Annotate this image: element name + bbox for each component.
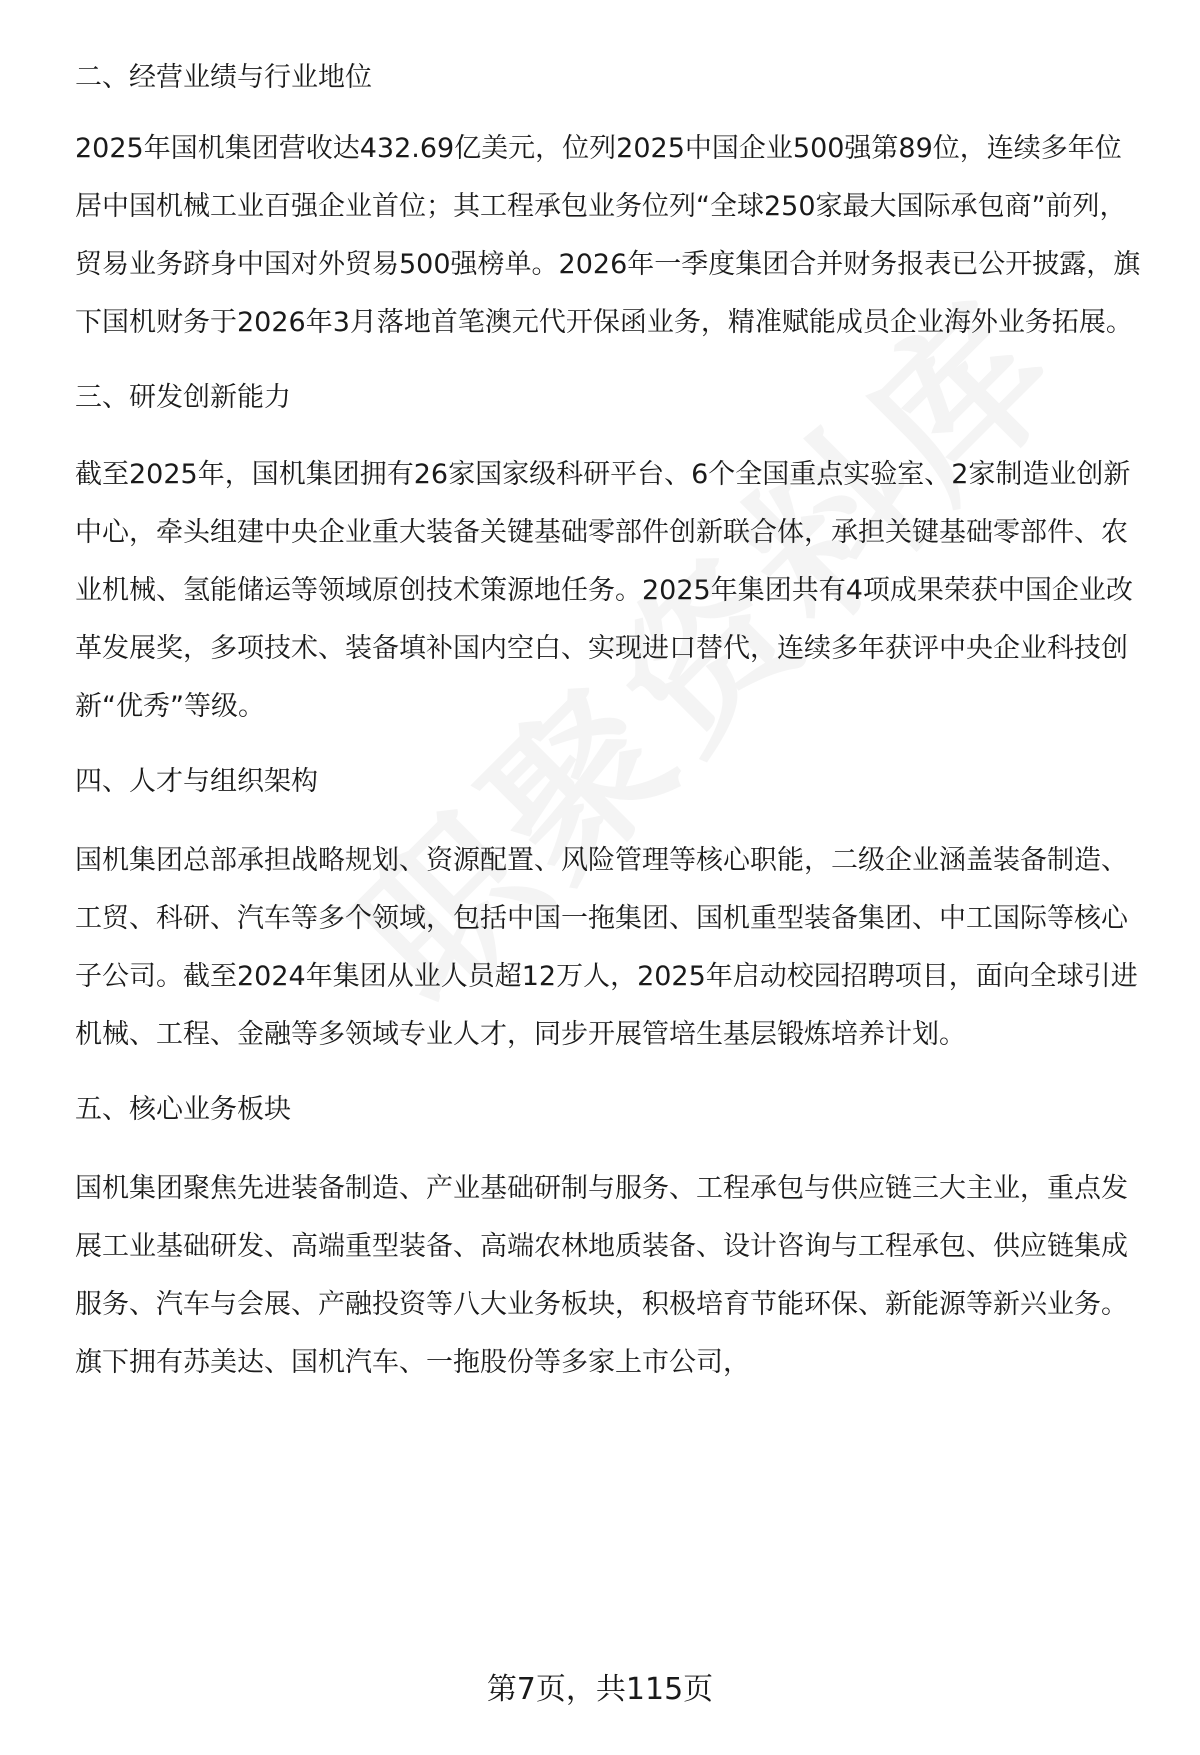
section-paragraph-business: 国机集团聚焦先进装备制造、产业基础研制与服务、工程承包与供应链三大主业，重点发展工业基础研发、高端重型装备、高端农林地质装备、设计咨询与工程承包、供应链集成服务、汽车与会展、产融投资等八大业务板块，积极培育节能环保、新能源等新兴业务。旗下拥有苏美达、国机汽车、一拖股份等多家上市公司， <box>75 1173 1128 1378</box>
page-number: 第7页，共115页 <box>486 1672 714 1707</box>
section-heading-rnd: 三、研发创新能力 <box>75 382 291 413</box>
section-paragraph-performance: 2025年国机集团营收达432.69亿美元，位列2025中国企业500强第89位，连续多年位居中国机械工业百强企业首位；其工程承包业务位列“全球250家最大国际承包商”前列，贸易业务跻身中国对外贸易500强榜单。2026年一季度集团合并财务报表已公开披露，旗下国机财务于2026年3月落地首笔澳元代开保函业务，精准赋能成员企业海外业务拓展。 <box>75 133 1141 338</box>
document-body <box>75 58 1145 1392</box>
section-heading-performance: 二、经营业绩与行业地位 <box>75 62 372 93</box>
section-paragraph-rnd: 截至2025年，国机集团拥有26家国家级科研平台、6个全国重点实验室、2家制造业创新中心，牵头组建中央企业重大装备关键基础零部件创新联合体，承担关键基础零部件、农业机械、氢能储运等领域原创技术策源地任务。2025年集团共有4项成果荣获中国企业改革发展奖，多项技术、装备填补国内空白、实现进口替代，连续多年获评中央企业科技创新“优秀”等级。 <box>75 459 1133 722</box>
section-paragraph-talent: 国机集团总部承担战略规划、资源配置、风险管理等核心职能，二级企业涵盖装备制造、工贸、科研、汽车等多个领域，包括中国一拖集团、国机重型装备集团、中工国际等核心子公司。截至2024年集团从业人员超12万人，2025年启动校园招聘项目，面向全球引进机械、工程、金融等多领域专业人才，同步开展管培生基层锻炼培养计划。 <box>75 845 1138 1050</box>
section-heading-talent: 四、人才与组织架构 <box>75 766 318 797</box>
section-heading-business: 五、核心业务板块 <box>75 1094 291 1125</box>
